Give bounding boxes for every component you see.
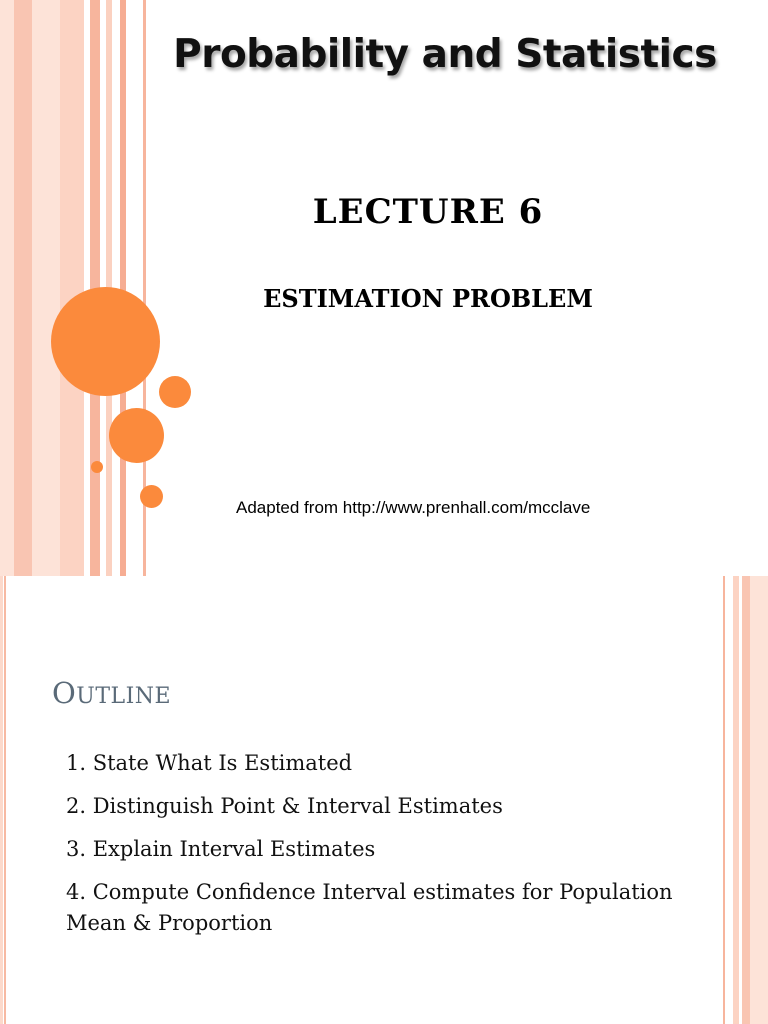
decorative-circle-small	[140, 485, 163, 508]
decorative-circle-small	[159, 376, 191, 408]
decorative-stripe	[14, 0, 32, 576]
decorative-circle-medium	[109, 408, 164, 463]
slide-title: Probability and Statistics	[173, 32, 717, 77]
decorative-stripe	[723, 576, 725, 1024]
outline-heading-initial: O	[52, 676, 77, 710]
outline-item: 2. Distinguish Point & Interval Estimates	[66, 794, 503, 818]
decorative-stripe	[750, 576, 768, 1024]
decorative-stripe	[4, 576, 6, 1024]
outline-item: 4. Compute Confidence Interval estimates for Population Mean & Proportion	[66, 880, 673, 935]
decorative-circle-tiny	[91, 461, 103, 473]
lecture-number: LECTURE 6	[312, 192, 544, 232]
decorative-stripe	[742, 576, 750, 1024]
outline-item: 3. Explain Interval Estimates	[66, 837, 376, 861]
outline-heading	[52, 676, 171, 710]
outline-item: 1. State What Is Estimated	[66, 751, 353, 775]
outline-heading-rest: UTLINE	[76, 684, 172, 709]
outline-list	[66, 748, 686, 951]
outline-slide	[0, 576, 768, 1024]
decorative-stripe	[60, 0, 84, 576]
decorative-stripe	[0, 576, 3, 1024]
decorative-circle-large	[51, 287, 160, 396]
decorative-stripe	[120, 0, 126, 576]
slide-subtitle: ESTIMATION PROBLEM	[263, 284, 593, 313]
source-credit: Adapted from http://www.prenhall.com/mcclave	[236, 498, 591, 517]
